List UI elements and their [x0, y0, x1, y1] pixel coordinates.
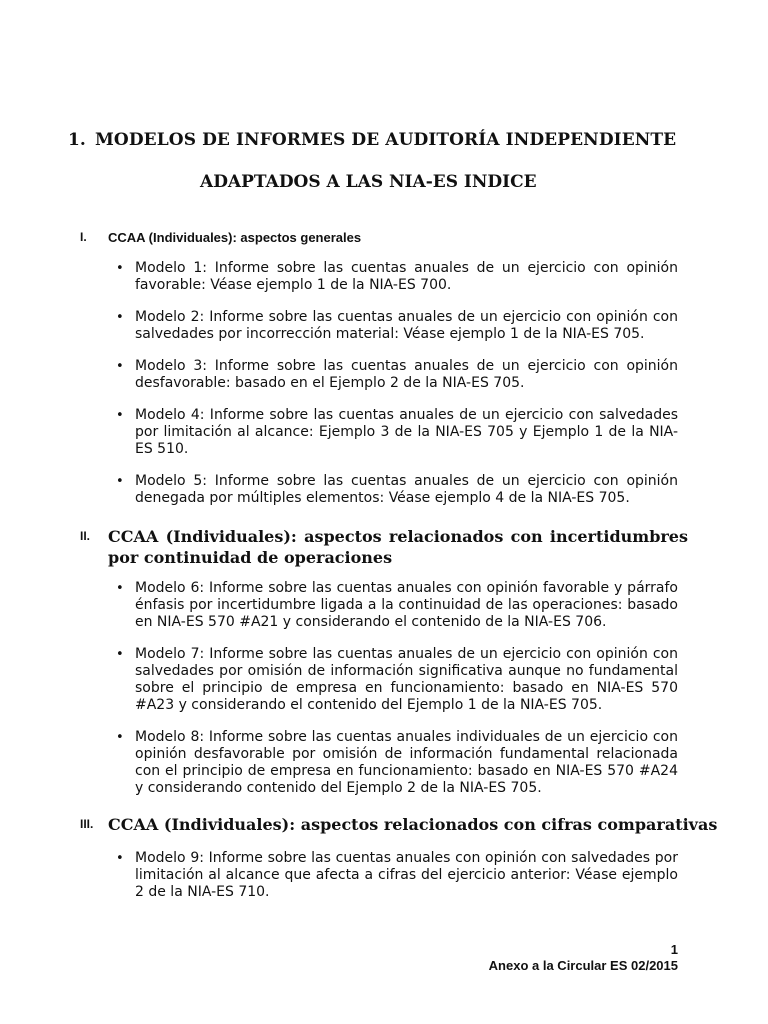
section-title: CCAA (Individuales): aspectos relacionados con cifras comparativas: [108, 815, 718, 834]
section-title: CCAA (Individuales): aspectos relacionados con incertidumbres por continuidad de operaciones: [108, 527, 688, 567]
section-numeral: III.: [80, 817, 94, 831]
bullet-icon: •: [116, 474, 124, 489]
section-numeral: I.: [80, 230, 87, 244]
bullet-icon: •: [116, 408, 124, 423]
list-item-text: Modelo 2: Informe sobre las cuentas anuales de un ejercicio con opinión con salvedades por incorrección material: Véase ejemplo 1 de la NIA-ES 705.: [135, 309, 678, 342]
list-item: [116, 260, 678, 294]
document-title-line2: ADAPTADOS A LAS NIA-ES INDICE: [200, 172, 537, 192]
list-item-text: Modelo 4: Informe sobre las cuentas anuales de un ejercicio con salvedades por limitación al alcance: Ejemplo 3 de la NIA-ES 705 y Ejemplo 1 de la NIA-ES 510.: [135, 407, 678, 457]
list-item-text: Modelo 9: Informe sobre las cuentas anuales con opinión con salvedades por limitación al alcance que afecta a cifras del ejercicio anterior: Véase ejemplo 2 de la NIA-ES 710.: [135, 850, 678, 900]
section-1-list: [116, 260, 678, 507]
list-item: [116, 580, 678, 631]
bullet-icon: •: [116, 851, 124, 866]
list-item: [116, 407, 678, 458]
section-numeral: II.: [80, 529, 91, 543]
list-item-text: Modelo 1: Informe sobre las cuentas anuales de un ejercicio con opinión favorable: Véase ejemplo 1 de la NIA-ES 700.: [135, 260, 678, 293]
list-item-text: Modelo 5: Informe sobre las cuentas anuales de un ejercicio con opinión denegada por múltiples elementos: Véase ejemplo 4 de la NIA-ES 705.: [135, 473, 678, 506]
list-item-text: Modelo 6: Informe sobre las cuentas anuales con opinión favorable y párrafo énfasis por incertidumbre ligada a la continuidad de las operaciones: basado en NIA-ES 570 #A21 y considerando el contenido de la NIA-ES 706.: [135, 580, 678, 630]
bullet-icon: •: [116, 261, 124, 276]
section-2-list: [116, 580, 678, 797]
page-number: 1: [670, 942, 678, 957]
section-title: CCAA (Individuales): aspectos generales: [108, 230, 362, 245]
bullet-icon: •: [116, 581, 124, 596]
footer-text: Anexo a la Circular ES 02/2015: [488, 958, 678, 973]
section-3-list: [116, 850, 678, 901]
list-item-text: Modelo 3: Informe sobre las cuentas anuales de un ejercicio con opinión desfavorable: basado en el Ejemplo 2 de la NIA-ES 705.: [135, 358, 678, 391]
document-title-line1: [68, 130, 676, 150]
bullet-icon: •: [116, 359, 124, 374]
list-item: [116, 358, 678, 392]
list-item: [116, 850, 678, 901]
list-item: [116, 309, 678, 343]
list-item-text: Modelo 7: Informe sobre las cuentas anuales de un ejercicio con opinión con salvedades por omisión de información significativa aunque no fundamental sobre el principio de empresa en funcionamiento: basado en NIA-ES 570 #A23 y considerando el contenido del Ejemplo 1 de la NIA-ES 705.: [135, 646, 678, 713]
list-item: [116, 473, 678, 507]
bullet-icon: •: [116, 310, 124, 325]
bullet-icon: •: [116, 730, 124, 745]
list-item: [116, 729, 678, 797]
bullet-icon: •: [116, 647, 124, 662]
list-item: [116, 646, 678, 714]
list-item-text: Modelo 8: Informe sobre las cuentas anuales individuales de un ejercicio con opinión desfavorable por omisión de información fundamental relacionada con el principio de empresa en funcionamiento: basado en NIA-ES 570 #A24 y considerando contenido del Ejemplo 2 de la NIA-ES 705.: [135, 729, 678, 796]
title-text-line1: MODELOS DE INFORMES DE AUDITORÍA INDEPENDIENTE: [95, 130, 677, 150]
title-number: 1.: [68, 130, 86, 150]
